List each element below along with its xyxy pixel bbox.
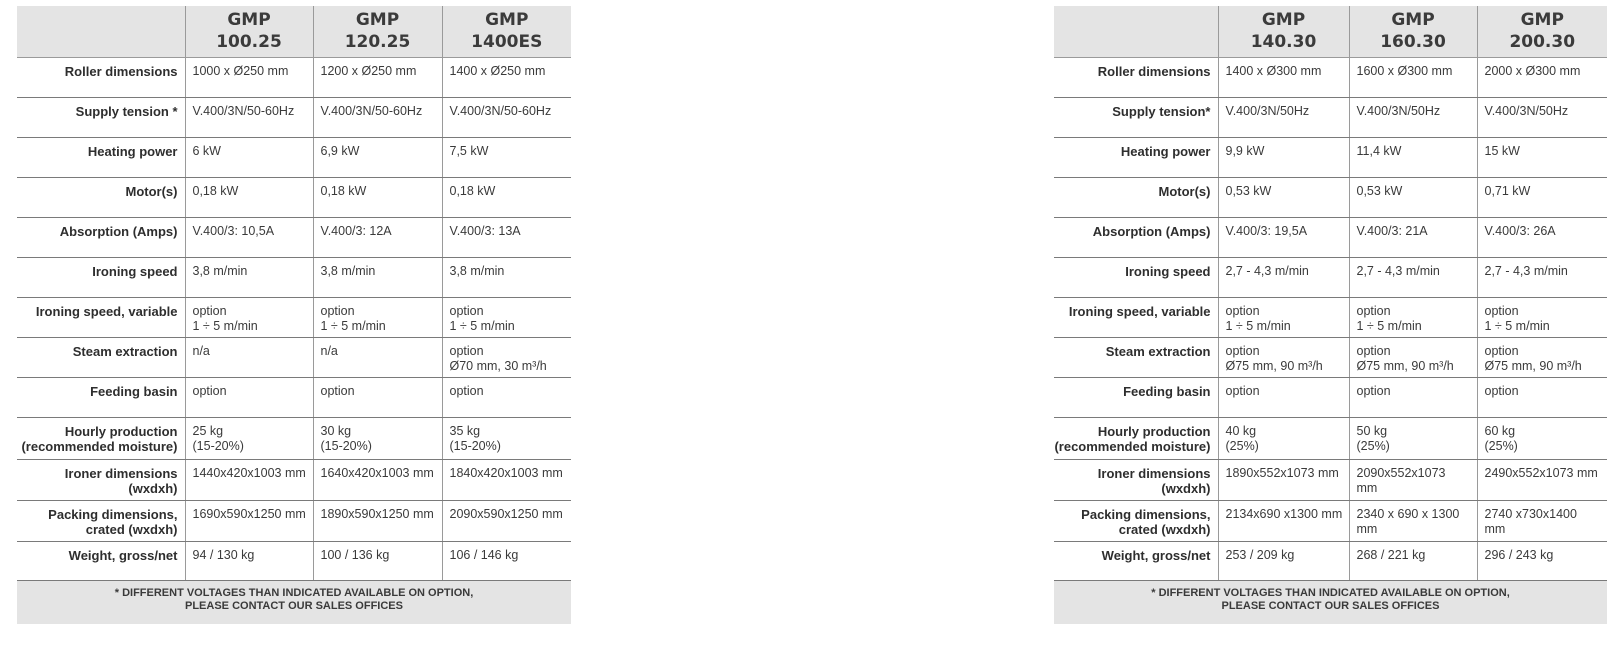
spec-value (185, 501, 313, 542)
spec-value (1218, 460, 1349, 501)
spec-row (17, 138, 571, 178)
spec-value-line: V.400/3: 26A (1484, 224, 1556, 238)
spec-label-line: Roller dimensions (1097, 64, 1211, 79)
spec-value (1218, 378, 1349, 418)
spec-row (1054, 58, 1607, 98)
spec-value (1218, 58, 1349, 98)
spec-label (1054, 98, 1218, 138)
spec-value (185, 218, 313, 258)
spec-value-line: option (449, 384, 484, 398)
spec-value-line: 1690x590x1250 mm (192, 507, 306, 521)
spec-value (1349, 418, 1477, 460)
spec-value (442, 501, 571, 542)
spec-label-line: Supply tension * (75, 104, 178, 119)
spec-label-line: Steam extraction (72, 344, 178, 359)
spec-value-line: option (192, 384, 227, 398)
spec-value (442, 542, 571, 581)
spec-value-line: 1 ÷ 5 m/min (1225, 319, 1291, 333)
spec-label-line: Roller dimensions (64, 64, 178, 79)
spec-value-line: Ø70 mm, 30 m³/h (449, 359, 547, 373)
spec-value (1218, 542, 1349, 581)
spec-value-line: 0,18 kW (449, 184, 496, 198)
spec-value-line: 1 ÷ 5 m/min (1356, 319, 1422, 333)
spec-value-line: 0,71 kW (1484, 184, 1531, 198)
spec-row (1054, 501, 1607, 542)
spec-value (185, 178, 313, 218)
spec-value (1218, 418, 1349, 460)
spec-value-line: 3,8 m/min (320, 264, 376, 278)
spec-row (1054, 298, 1607, 338)
spec-value-line: 1 ÷ 5 m/min (449, 319, 515, 333)
spec-label-line: Steam extraction (1105, 344, 1211, 359)
spec-label (1054, 58, 1218, 98)
spec-value-line: (15-20%) (320, 439, 372, 453)
spec-value (1477, 298, 1607, 338)
header-blank-cell (1054, 6, 1218, 58)
spec-value-line: 35 kg (449, 424, 481, 438)
spec-value-line: Ø75 mm, 90 m³/h (1484, 359, 1582, 373)
spec-label (1054, 542, 1218, 581)
spec-row (1054, 460, 1607, 501)
spec-value (442, 98, 571, 138)
spec-label-line: crated (wxdxh) (1118, 522, 1211, 537)
spec-label (1054, 218, 1218, 258)
spec-row (17, 460, 571, 501)
spec-label (1054, 338, 1218, 378)
spec-value (1218, 298, 1349, 338)
spec-row (17, 218, 571, 258)
spec-value (1349, 378, 1477, 418)
spec-value (1349, 501, 1477, 542)
spec-value (1477, 501, 1607, 542)
spec-label (1054, 418, 1218, 460)
spec-value (1349, 298, 1477, 338)
spec-label (17, 501, 185, 542)
spec-value-line: n/a (320, 344, 338, 358)
spec-label-line: (recommended moisture) (21, 439, 178, 454)
spec-label (1054, 178, 1218, 218)
spec-value (442, 378, 571, 418)
spec-label-line: Absorption (Amps) (59, 224, 178, 239)
spec-value-line: 253 / 209 kg (1225, 548, 1295, 562)
model-header: GMP 160.30 (1349, 6, 1477, 58)
spec-row (17, 542, 571, 581)
spec-value (185, 138, 313, 178)
spec-value-line: option (1484, 304, 1519, 318)
spec-row (17, 418, 571, 460)
spec-value (1477, 378, 1607, 418)
spec-label-line: Weight, gross/net (68, 548, 178, 563)
spec-label-line: Supply tension* (1112, 104, 1211, 119)
spec-value-line: 9,9 kW (1225, 144, 1265, 158)
spec-value (185, 258, 313, 298)
spec-value-line: 7,5 kW (449, 144, 489, 158)
spec-value-line: (15-20%) (449, 439, 501, 453)
spec-value-line: V.400/3N/50Hz (1484, 104, 1569, 118)
spec-value (442, 218, 571, 258)
spec-label (17, 178, 185, 218)
spec-value-line: option (1484, 344, 1519, 358)
spec-value-line: V.400/3: 21A (1356, 224, 1428, 238)
spec-row (17, 501, 571, 542)
spec-value-line: V.400/3N/50-60Hz (449, 104, 552, 118)
spec-value (185, 98, 313, 138)
spec-value (185, 418, 313, 460)
spec-value-line: 2090x590x1250 mm (449, 507, 563, 521)
spec-value (1349, 258, 1477, 298)
spec-row (17, 338, 571, 378)
spec-value-line: 1840x420x1003 mm (449, 466, 563, 480)
footnote: * DIFFERENT VOLTAGES THAN INDICATED AVAILABLE ON OPTION, PLEASE CONTACT OUR SALES OFFICES (1054, 581, 1607, 625)
spec-value (313, 418, 442, 460)
spec-row (1054, 378, 1607, 418)
spec-value (1349, 460, 1477, 501)
model-header: GMP 140.30 (1218, 6, 1349, 58)
spec-value (1349, 218, 1477, 258)
spec-label-line: Ironing speed, variable (1068, 304, 1211, 319)
spec-value-line: 296 / 243 kg (1484, 548, 1554, 562)
spec-row (17, 258, 571, 298)
spec-value-line: V.400/3N/50Hz (1225, 104, 1310, 118)
spec-label (17, 418, 185, 460)
model-header: GMP 200.30 (1477, 6, 1607, 58)
spec-row (1054, 338, 1607, 378)
spec-value-line: 1 ÷ 5 m/min (1484, 319, 1550, 333)
spec-value (442, 58, 571, 98)
spec-row (1054, 178, 1607, 218)
spec-value-line: 2000 x Ø300 mm (1484, 64, 1581, 78)
spec-label-line: Packing dimensions, (1081, 507, 1211, 522)
spec-label-line: (recommended moisture) (1054, 439, 1211, 454)
spec-label-line: Hourly production (64, 424, 178, 439)
spec-value (442, 178, 571, 218)
spec-value-line: 1000 x Ø250 mm (192, 64, 289, 78)
spec-value (1477, 138, 1607, 178)
spec-value (313, 258, 442, 298)
spec-value (1218, 218, 1349, 258)
footnote-row (1054, 581, 1607, 625)
spec-value-line: mm (1356, 522, 1378, 536)
spec-value (1218, 338, 1349, 378)
spec-table-left (17, 6, 571, 624)
spec-value-line: Ø75 mm, 90 m³/h (1356, 359, 1454, 373)
spec-value (313, 218, 442, 258)
spec-label-line: Feeding basin (1123, 384, 1211, 399)
model-header: GMP 120.25 (313, 6, 442, 58)
spec-row (1054, 218, 1607, 258)
spec-label (17, 542, 185, 581)
spec-value (313, 58, 442, 98)
spec-value (442, 298, 571, 338)
spec-value (442, 138, 571, 178)
spec-value-line: V.400/3N/50-60Hz (320, 104, 423, 118)
spec-value (313, 338, 442, 378)
spec-value-line: 1640x420x1003 mm (320, 466, 434, 480)
spec-value (1218, 138, 1349, 178)
spec-value-line: V.400/3: 13A (449, 224, 521, 238)
spec-value-line: n/a (192, 344, 210, 358)
spec-value (313, 542, 442, 581)
spec-value-line: mm (1356, 481, 1378, 495)
spec-value-line: 2,7 - 4,3 m/min (1225, 264, 1309, 278)
spec-value-line: option (1225, 384, 1260, 398)
spec-label-line: Hourly production (1097, 424, 1211, 439)
spec-value-line: option (1225, 304, 1260, 318)
spec-value (1477, 258, 1607, 298)
spec-label-line: Motor(s) (1158, 184, 1211, 199)
spec-value (185, 460, 313, 501)
spec-label-line: crated (wxdxh) (85, 522, 178, 537)
spec-value-line: 6 kW (192, 144, 221, 158)
spec-value-line: 25 kg (192, 424, 224, 438)
footnote-row (17, 581, 571, 625)
spec-value-line: 106 / 146 kg (449, 548, 519, 562)
spec-label-line: Ironing speed (1125, 264, 1211, 279)
spec-value (313, 460, 442, 501)
spec-value-line: 2090x552x1073 (1356, 466, 1446, 480)
spec-value (313, 378, 442, 418)
spec-table-right (1054, 6, 1607, 624)
spec-row (1054, 138, 1607, 178)
spec-row (1054, 98, 1607, 138)
spec-value (1349, 542, 1477, 581)
spec-value-line: option (320, 304, 355, 318)
spec-value (1477, 542, 1607, 581)
spec-value-line: 1 ÷ 5 m/min (192, 319, 258, 333)
spec-value (185, 58, 313, 98)
spec-value-line: 11,4 kW (1356, 144, 1402, 158)
spec-value-line: 50 kg (1356, 424, 1388, 438)
spec-label-line: Ironing speed, variable (35, 304, 178, 319)
spec-label (1054, 501, 1218, 542)
spec-value-line: option (1484, 384, 1519, 398)
spec-label-line: Ironer dimensions (64, 466, 178, 481)
spec-value-line: option (449, 304, 484, 318)
spec-label-line: Feeding basin (90, 384, 178, 399)
spec-value-line: 6,9 kW (320, 144, 360, 158)
spec-label (17, 58, 185, 98)
spec-value-line: 0,18 kW (320, 184, 367, 198)
spec-row (17, 58, 571, 98)
spec-label (1054, 378, 1218, 418)
footnote: * DIFFERENT VOLTAGES THAN INDICATED AVAILABLE ON OPTION, PLEASE CONTACT OUR SALES OFFICES (17, 581, 571, 625)
spec-value (185, 378, 313, 418)
spec-value (1349, 338, 1477, 378)
spec-label-line: Ironer dimensions (1097, 466, 1211, 481)
model-header: GMP 100.25 (185, 6, 313, 58)
spec-row (1054, 418, 1607, 460)
spec-label-line: Heating power (1120, 144, 1211, 159)
spec-value-line: option (1356, 304, 1391, 318)
spec-value-line: 1600 x Ø300 mm (1356, 64, 1453, 78)
spec-value (1477, 418, 1607, 460)
spec-value-line: 1 ÷ 5 m/min (320, 319, 386, 333)
spec-value-line: option (1356, 344, 1391, 358)
spec-value-line: 1200 x Ø250 mm (320, 64, 417, 78)
spec-value-line: Ø75 mm, 90 m³/h (1225, 359, 1323, 373)
spec-value-line: 1440x420x1003 mm (192, 466, 306, 480)
spec-value-line: option (449, 344, 484, 358)
spec-label-line: Packing dimensions, (48, 507, 178, 522)
spec-value-line: 2490x552x1073 mm (1484, 466, 1598, 480)
spec-label (17, 138, 185, 178)
spec-label-line: Ironing speed (92, 264, 178, 279)
spec-value (1477, 178, 1607, 218)
spec-value (1349, 138, 1477, 178)
spec-label (1054, 258, 1218, 298)
spec-value-line: 94 / 130 kg (192, 548, 255, 562)
spec-value (185, 298, 313, 338)
model-header-row (17, 6, 571, 58)
spec-value-line: 100 / 136 kg (320, 548, 390, 562)
spec-row (17, 298, 571, 338)
spec-value (185, 542, 313, 581)
spec-value (442, 338, 571, 378)
spec-label (17, 98, 185, 138)
spec-value (1218, 98, 1349, 138)
spec-value (1218, 258, 1349, 298)
spec-value-line: 1400 x Ø300 mm (1225, 64, 1322, 78)
spec-row (17, 178, 571, 218)
spec-label-line: (wxdxh) (128, 481, 178, 496)
spec-value (1477, 460, 1607, 501)
spec-value-line: 3,8 m/min (449, 264, 505, 278)
spec-value-line: (25%) (1225, 439, 1259, 453)
spec-value (442, 258, 571, 298)
spec-value (313, 501, 442, 542)
spec-label (17, 258, 185, 298)
spec-value (313, 178, 442, 218)
spec-value (1349, 178, 1477, 218)
spec-row (17, 378, 571, 418)
spec-label-line: Heating power (87, 144, 178, 159)
spec-value (313, 138, 442, 178)
spec-value (185, 338, 313, 378)
spec-label (17, 338, 185, 378)
spec-value (1477, 338, 1607, 378)
spec-value-line: option (320, 384, 355, 398)
spec-value-line: V.400/3: 10,5A (192, 224, 275, 238)
spec-row (1054, 258, 1607, 298)
spec-label (17, 218, 185, 258)
spec-value (442, 418, 571, 460)
spec-value-line: 1890x590x1250 mm (320, 507, 434, 521)
spec-label (17, 298, 185, 338)
spec-value (1477, 98, 1607, 138)
spec-value-line: option (1225, 344, 1260, 358)
spec-value-line: option (1356, 384, 1391, 398)
spec-label-line: Motor(s) (125, 184, 178, 199)
spec-value-line: (25%) (1356, 439, 1390, 453)
spec-label (1054, 138, 1218, 178)
spec-value (1218, 501, 1349, 542)
spec-row (17, 98, 571, 138)
spec-value-line: 0,53 kW (1356, 184, 1403, 198)
header-blank-cell (17, 6, 185, 58)
spec-value-line: V.400/3: 12A (320, 224, 392, 238)
spec-value-line: 0,53 kW (1225, 184, 1272, 198)
spec-value (313, 98, 442, 138)
spec-value-line: 15 kW (1484, 144, 1520, 158)
spec-value-line: (15-20%) (192, 439, 244, 453)
spec-value (1477, 218, 1607, 258)
spec-value-line: 1890x552x1073 mm (1225, 466, 1339, 480)
spec-value (1349, 58, 1477, 98)
spec-value-line: 3,8 m/min (192, 264, 248, 278)
spec-value-line: (25%) (1484, 439, 1518, 453)
spec-label-line: Weight, gross/net (1101, 548, 1211, 563)
spec-value-line: 2,7 - 4,3 m/min (1484, 264, 1568, 278)
spec-label-line: Absorption (Amps) (1092, 224, 1211, 239)
spec-value (313, 298, 442, 338)
spec-value (1349, 98, 1477, 138)
spec-value-line: 0,18 kW (192, 184, 239, 198)
spec-value (1218, 178, 1349, 218)
spec-label (17, 460, 185, 501)
spec-value-line: option (192, 304, 227, 318)
spec-value-line: V.400/3N/50Hz (1356, 104, 1441, 118)
spec-value-line: 1400 x Ø250 mm (449, 64, 546, 78)
spec-label (1054, 298, 1218, 338)
spec-label (17, 378, 185, 418)
spec-value-line: V.400/3N/50-60Hz (192, 104, 295, 118)
spec-value-line: 2134x690 x1300 mm (1225, 507, 1343, 521)
model-header-row (1054, 6, 1607, 58)
spec-value (1477, 58, 1607, 98)
spec-value-line: 60 kg (1484, 424, 1516, 438)
spec-value (442, 460, 571, 501)
spec-value-line: 268 / 221 kg (1356, 548, 1426, 562)
spec-label (1054, 460, 1218, 501)
spec-value-line: 2740 x730x1400 mm (1484, 507, 1577, 536)
spec-value-line: 2,7 - 4,3 m/min (1356, 264, 1440, 278)
spec-row (1054, 542, 1607, 581)
model-header: GMP 1400ES (442, 6, 571, 58)
spec-value-line: 2340 x 690 x 1300 (1356, 507, 1460, 521)
spec-value-line: 40 kg (1225, 424, 1257, 438)
spec-value-line: V.400/3: 19,5A (1225, 224, 1308, 238)
spec-label-line: (wxdxh) (1161, 481, 1211, 496)
spec-value-line: 30 kg (320, 424, 352, 438)
